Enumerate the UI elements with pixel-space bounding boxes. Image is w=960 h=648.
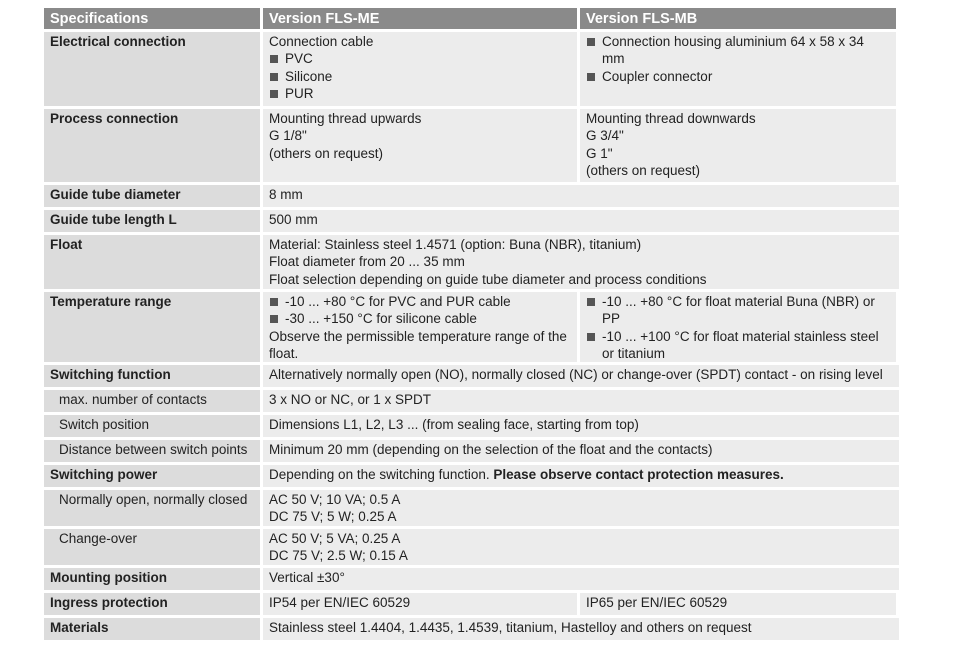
list-item: -10 ... +80 °C for PVC and PUR cable <box>269 293 571 310</box>
bullet-square-icon <box>270 55 278 63</box>
table-row-float <box>44 235 902 292</box>
list-item: -30 ... +150 °C for silicone cable <box>269 310 571 327</box>
table-row-switching-function <box>44 365 902 390</box>
list-item: Coupler connector <box>586 68 890 85</box>
table-row-guide-tube-length <box>44 210 902 235</box>
row-value: Dimensions L1, L2, L3 ... (from sealing face, starting from top) <box>263 415 899 437</box>
table-row-process-connection <box>44 109 902 185</box>
table-row-change-over <box>44 529 902 568</box>
header-version-fls-me: Version FLS-ME <box>263 8 580 29</box>
bullet-square-icon <box>587 73 595 81</box>
mb-value: Mounting thread downwards G 3/4" G 1" (others on request) <box>580 109 896 182</box>
table-header <box>44 8 902 32</box>
mb-value <box>580 32 896 106</box>
table-row-ingress-protection <box>44 593 902 618</box>
row-value: Depending on the switching function. Please observe contact protection measures. <box>263 465 899 487</box>
row-label: Temperature range <box>44 292 263 362</box>
list-item: Connection housing aluminium 64 x 58 x 34 mm <box>586 33 890 68</box>
row-label: Materials <box>44 618 263 640</box>
table-row-temperature-range <box>44 292 902 365</box>
row-label: Normally open, normally closed <box>44 490 263 526</box>
row-label: Change-over <box>44 529 263 565</box>
list-item: Silicone <box>269 68 571 85</box>
row-value: 8 mm <box>263 185 899 207</box>
emphasis-text: Please observe contact protection measures. <box>493 467 784 482</box>
bullet-square-icon <box>270 298 278 306</box>
me-value <box>263 32 580 106</box>
row-label: Process connection <box>44 109 263 182</box>
row-value: AC 50 V; 10 VA; 0.5 A DC 75 V; 5 W; 0.25 A <box>263 490 899 526</box>
row-label: Mounting position <box>44 568 263 590</box>
table-row-electrical-connection <box>44 32 902 109</box>
row-value: Minimum 20 mm (depending on the selection of the float and the contacts) <box>263 440 899 462</box>
list-item: PUR <box>269 85 571 102</box>
row-label: Ingress protection <box>44 593 263 615</box>
me-value: IP54 per EN/IEC 60529 <box>263 593 580 615</box>
row-value: Material: Stainless steel 1.4571 (option: Buna (NBR), titanium) Float diameter from 20 ... 35 mm Float selection depending on guide tube diameter and process conditions <box>263 235 899 289</box>
mb-value <box>580 292 896 362</box>
me-value: -10 ... +80 °C for PVC and PUR cable -30 ... +150 °C for silicone cable Observe the permissible temperature range of the float. <box>263 292 580 362</box>
bullet-square-icon <box>587 298 595 306</box>
row-value: Stainless steel 1.4404, 1.4435, 1.4539, titanium, Hastelloy and others on request <box>263 618 899 640</box>
header-version-fls-mb: Version FLS-MB <box>580 8 896 29</box>
row-label: Float <box>44 235 263 289</box>
row-value: 3 x NO or NC, or 1 x SPDT <box>263 390 899 412</box>
list-item: PVC <box>269 50 571 67</box>
row-value: Vertical ±30° <box>263 568 899 590</box>
table-row-materials <box>44 618 902 643</box>
row-label: Switch position <box>44 415 263 437</box>
bullet-square-icon <box>587 38 595 46</box>
list-item: -10 ... +100 °C for float material stainless steel or titanium <box>586 328 890 363</box>
table-row-switch-position <box>44 415 902 440</box>
list-item: -10 ... +80 °C for float material Buna (NBR) or PP <box>586 293 890 328</box>
specifications-table <box>44 8 902 643</box>
row-label: Distance between switch points <box>44 440 263 462</box>
row-value: Alternatively normally open (NO), normally closed (NC) or change-over (SPDT) contact - on rising level <box>263 365 899 387</box>
me-value: Mounting thread upwards G 1/8" (others on request) <box>263 109 580 182</box>
table-row-mounting-position <box>44 568 902 593</box>
bullet-square-icon <box>270 90 278 98</box>
row-value: 500 mm <box>263 210 899 232</box>
mb-value: IP65 per EN/IEC 60529 <box>580 593 896 615</box>
table-row-distance-switch-points <box>44 440 902 465</box>
row-label: Switching function <box>44 365 263 387</box>
row-label: max. number of contacts <box>44 390 263 412</box>
table-row-switching-power <box>44 465 902 490</box>
row-label: Electrical connection <box>44 32 263 106</box>
row-label: Guide tube length L <box>44 210 263 232</box>
row-value: AC 50 V; 5 VA; 0.25 A DC 75 V; 2.5 W; 0.15 A <box>263 529 899 565</box>
table-row-max-contacts <box>44 390 902 415</box>
cell-line: Connection cable <box>269 34 374 49</box>
bullet-square-icon <box>587 333 595 341</box>
header-specifications: Specifications <box>44 8 263 29</box>
table-row-guide-tube-diameter <box>44 185 902 210</box>
bullet-square-icon <box>270 73 278 81</box>
table-row-normally-open-closed <box>44 490 902 529</box>
row-label: Guide tube diameter <box>44 185 263 207</box>
row-label: Switching power <box>44 465 263 487</box>
bullet-square-icon <box>270 315 278 323</box>
